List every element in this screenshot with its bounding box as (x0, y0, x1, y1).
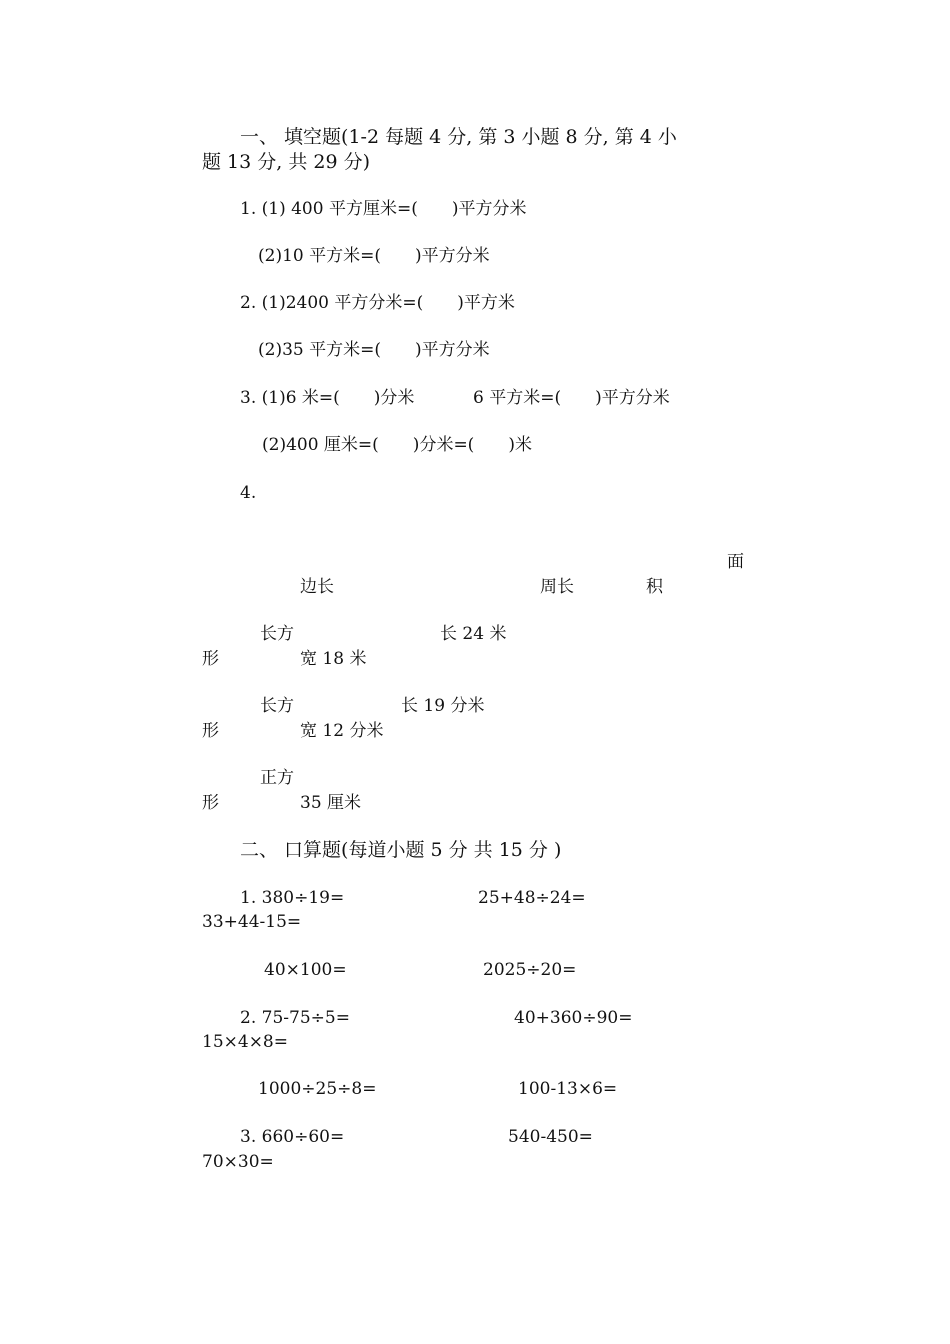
table-header-area-top: 面 (727, 552, 744, 572)
question-3-part-2: (2)400 厘米=( )分米=( )米 (262, 435, 532, 455)
table-row-1-shape-bottom: 形 (202, 649, 219, 669)
calc-3a: 3. 660÷60= (240, 1127, 345, 1147)
table-row-3-shape-top: 正方 (260, 768, 294, 788)
question-1-part-2: (2)10 平方米=( )平方分米 (258, 246, 490, 266)
question-3-part-1b: 6 平方米=( )平方分米 (473, 388, 670, 408)
calc-2e: 100-13×6= (518, 1079, 618, 1099)
table-header-side: 边长 (300, 577, 334, 597)
calc-2c: 15×4×8= (202, 1032, 288, 1052)
calc-2b: 40+360÷90= (514, 1008, 633, 1028)
section1-heading-line2: 题 13 分, 共 29 分) (202, 151, 371, 173)
table-row-1-dim-top: 长 24 米 (440, 624, 507, 644)
table-row-2-shape-bottom: 形 (202, 721, 219, 741)
table-row-1-dim-bottom: 宽 18 米 (300, 649, 367, 669)
question-2-part-2: (2)35 平方米=( )平方分米 (258, 340, 490, 360)
section1-heading-line1: 一、 填空题(1-2 每题 4 分, 第 3 小题 8 分, 第 4 小 (240, 126, 677, 148)
calc-1e: 2025÷20= (483, 960, 577, 980)
table-header-area-bottom: 积 (646, 577, 663, 597)
calc-2a: 2. 75-75÷5= (240, 1008, 350, 1028)
table-row-3-dim-bottom: 35 厘米 (300, 793, 362, 813)
question-2-part-1: 2. (1)2400 平方分米=( )平方米 (240, 293, 515, 313)
calc-1d: 40×100= (264, 960, 347, 980)
table-row-2-dim-top: 长 19 分米 (401, 696, 485, 716)
section2-heading: 二、 口算题(每道小题 5 分 共 15 分 ) (240, 839, 562, 861)
question-3-part-1a: 3. (1)6 米=( )分米 (240, 388, 415, 408)
question-1-part-1: 1. (1) 400 平方厘米=( )平方分米 (240, 199, 527, 219)
table-header-perimeter: 周长 (540, 577, 574, 597)
table-row-2-dim-bottom: 宽 12 分米 (300, 721, 384, 741)
table-row-1-shape-top: 长方 (260, 624, 294, 644)
calc-3b: 540-450= (508, 1127, 593, 1147)
question-4-label: 4. (240, 483, 257, 503)
calc-1b: 25+48÷24= (478, 888, 586, 908)
table-row-3-shape-bottom: 形 (202, 793, 219, 813)
calc-1a: 1. 380÷19= (240, 888, 345, 908)
calc-3c: 70×30= (202, 1152, 274, 1172)
calc-1c: 33+44-15= (202, 912, 302, 932)
calc-2d: 1000÷25÷8= (258, 1079, 377, 1099)
table-row-2-shape-top: 长方 (260, 696, 294, 716)
